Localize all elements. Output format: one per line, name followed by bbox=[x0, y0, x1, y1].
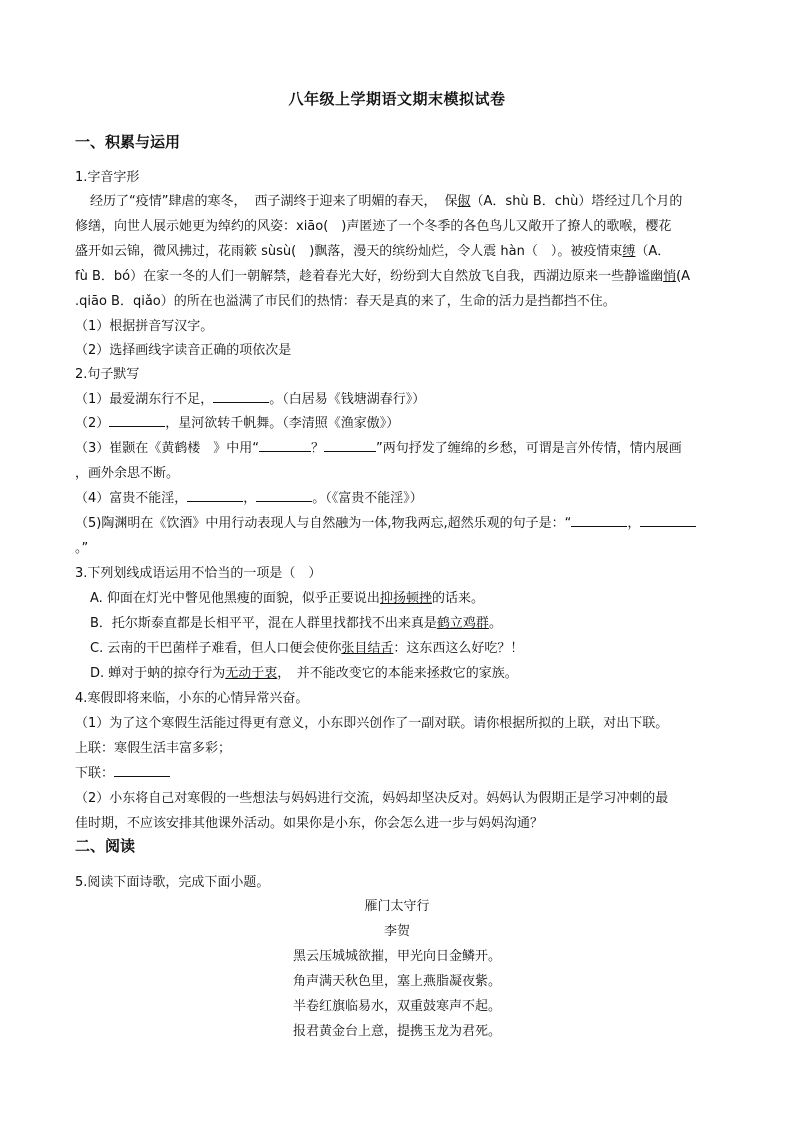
q4-text: 下联： bbox=[75, 766, 115, 781]
q1-subquestion-2: （2）选择画线字读音正确的项依次是 bbox=[75, 343, 292, 358]
q4-subquestion-2-cont: 佳时期，不应该安排其他课外活动。如果你是小东，你会怎么进一步与妈妈沟通？ bbox=[75, 816, 544, 831]
q1-text: fù B．bó）在家一冬的人们一朝解禁，趁着春光大好，纷纷到大自然放飞自我，西湖边原来一些静谧幽 bbox=[75, 269, 664, 284]
q1-text: 保 bbox=[444, 194, 458, 209]
q4-heading: 4.寒假即将来临，小东的心情异常兴奋。 bbox=[75, 691, 309, 706]
q3-underlined-idiom: 抑扬顿挫 bbox=[379, 591, 432, 606]
q2-text: （1）最爱湖东行不足， bbox=[75, 392, 214, 407]
q2-subquestion-3 bbox=[75, 437, 725, 456]
poem-line: 报君黄金台上意，提携玉龙为君死。 bbox=[292, 1024, 501, 1039]
exam-title: 八年级上学期语文期末模拟试卷 bbox=[288, 90, 506, 108]
q2-text: （5)陶渊明在《饮酒》中用行动表现人与自然融为一体,物我两忘,超然乐观的句子是：“ bbox=[75, 516, 572, 531]
q1-text: （A． bbox=[635, 244, 671, 259]
q2-text: （2） bbox=[75, 416, 110, 431]
q1-heading: 1.字音字形 bbox=[75, 170, 140, 185]
q2-text: 。（白居易《钱塘湖春行》） bbox=[269, 392, 426, 407]
q2-subquestion-1 bbox=[75, 388, 725, 407]
q1-text: (A bbox=[676, 269, 691, 284]
answer-blank bbox=[324, 440, 376, 452]
q2-subquestion-5-cont: 。” bbox=[75, 541, 89, 556]
q2-text: ， bbox=[627, 516, 641, 531]
q3-text: A. 仰面在灯光中瞥见他黑瘦的面貌，似乎正要说出 bbox=[90, 591, 380, 606]
q2-text: ， bbox=[243, 491, 257, 506]
q1-paragraph-line-4 bbox=[75, 265, 725, 284]
q2-text: （4）富贵不能淫， bbox=[75, 491, 188, 506]
q2-subquestion-4 bbox=[75, 487, 725, 506]
q4-lower-couplet bbox=[75, 762, 725, 781]
section-heading-accumulation: 一、积累与运用 bbox=[75, 133, 181, 151]
section-heading-reading: 二、阅读 bbox=[75, 837, 136, 855]
q3-underlined-idiom: 张目结舌 bbox=[341, 641, 394, 656]
poem-line: 半卷红旗临易水，双重鼓寒声不起。 bbox=[292, 999, 501, 1014]
q3-underlined-idiom: 鹤立鸡群 bbox=[436, 616, 489, 631]
q2-text: 。（《富贵不能淫》） bbox=[312, 491, 423, 506]
q5-heading: 5.阅读下面诗歌，完成下面小题。 bbox=[75, 875, 270, 890]
q3-underlined-idiom: 无动于衷 bbox=[225, 666, 278, 681]
q3-heading: 3.下列划线成语运用不恰当的一项是（ ） bbox=[75, 566, 322, 581]
poem-title: 雁门太守行 bbox=[364, 899, 430, 914]
q1-text: （A．shù B．chù）塔经过几个月的 bbox=[470, 194, 683, 209]
q2-subquestion-3-cont: ，画外余思不断。 bbox=[75, 466, 180, 481]
q1-text: 经历了“疫情”肆虐的寒冬， bbox=[90, 194, 247, 209]
q2-heading: 2.句子默写 bbox=[75, 367, 140, 382]
q3-text: B．托尔斯泰直都是长相平平，混在人群里找都找不出来真是 bbox=[90, 616, 437, 631]
q3-option-a bbox=[90, 587, 740, 606]
answer-blank bbox=[571, 515, 627, 527]
q3-text: ， 并不能改变它的本能来拯救它的家族。 bbox=[277, 666, 518, 681]
poem-line: 角声满天秋色里，塞上燕脂凝夜紫。 bbox=[292, 974, 501, 989]
q1-text: 盛开如云锦，微风拂过，花雨簌 sùsù( )飘落，漫天的缤纷灿烂，令人震 hàn（ ）。被疫情束 bbox=[75, 244, 623, 259]
q4-subquestion-1: （1）为了这个寒假生活能过得更有意义，小东即兴创作了一副对联。请你根据所拟的上联，对出下联。 bbox=[75, 716, 669, 731]
q3-text: 。 bbox=[488, 616, 502, 631]
answer-blank bbox=[256, 490, 312, 502]
q3-text: ：这东西这么好吃？！ bbox=[393, 641, 524, 656]
q3-option-c bbox=[90, 637, 740, 656]
q1-paragraph-line-3 bbox=[75, 240, 725, 259]
q3-option-d bbox=[90, 662, 740, 681]
answer-blank bbox=[114, 765, 170, 777]
q2-text: ？ bbox=[311, 441, 325, 456]
q1-underlined-char: 缚 bbox=[622, 244, 636, 259]
answer-blank bbox=[187, 490, 243, 502]
q4-upper-couplet: 上联：寒假生活丰富多彩； bbox=[75, 741, 232, 756]
q3-option-b bbox=[90, 612, 740, 631]
q2-text: ，星河欲转千帆舞。（李清照《渔家傲》） bbox=[165, 416, 400, 431]
q1-paragraph-line-5: .qiāo B．qiǎo）的所在也溢满了市民们的热情：春天是真的来了，生命的活力是挡都挡不住。 bbox=[75, 294, 616, 309]
q1-text: 西子湖终于迎来了明媚的春天， bbox=[254, 194, 437, 209]
poem-line: 黑云压城城欲摧，甲光向日金鳞开。 bbox=[292, 949, 501, 964]
answer-blank bbox=[109, 415, 165, 427]
q3-text: D. 蝉对于蚋的掠夺行为 bbox=[90, 666, 226, 681]
q2-subquestion-5 bbox=[75, 512, 725, 531]
answer-blank bbox=[640, 515, 696, 527]
q4-subquestion-2: （2）小东将自己对寒假的一些想法与妈妈进行交流，妈妈却坚决反对。妈妈认为假期正是学习冲刺的最 bbox=[75, 791, 669, 806]
q2-text: ”两句抒发了缠绵的乡愁，可谓是言外传情，情内展画 bbox=[376, 441, 682, 456]
q2-subquestion-2 bbox=[75, 412, 725, 431]
q1-underlined-char: 悄 bbox=[663, 269, 677, 284]
answer-blank bbox=[213, 391, 269, 403]
q1-subquestion-1: （1）根据拼音写汉字。 bbox=[75, 319, 214, 334]
q1-paragraph-line-1 bbox=[90, 190, 740, 209]
q1-paragraph-line-2: 修缮，向世人展示她更为绰约的风姿：xiāo( )声匿迹了一个冬季的各色鸟儿又敞开了撩人的歌喉，樱花 bbox=[75, 219, 672, 234]
q3-text: 的话来。 bbox=[431, 591, 484, 606]
poem-author: 李贺 bbox=[383, 924, 410, 939]
answer-blank bbox=[259, 440, 311, 452]
q2-text: （3）崔颢在《黄鹤楼 》中用“ bbox=[75, 441, 260, 456]
q1-underlined-char: 俶 bbox=[457, 194, 471, 209]
q3-text: C. 云南的干巴菌样子难看，但人口便会使你 bbox=[90, 641, 342, 656]
